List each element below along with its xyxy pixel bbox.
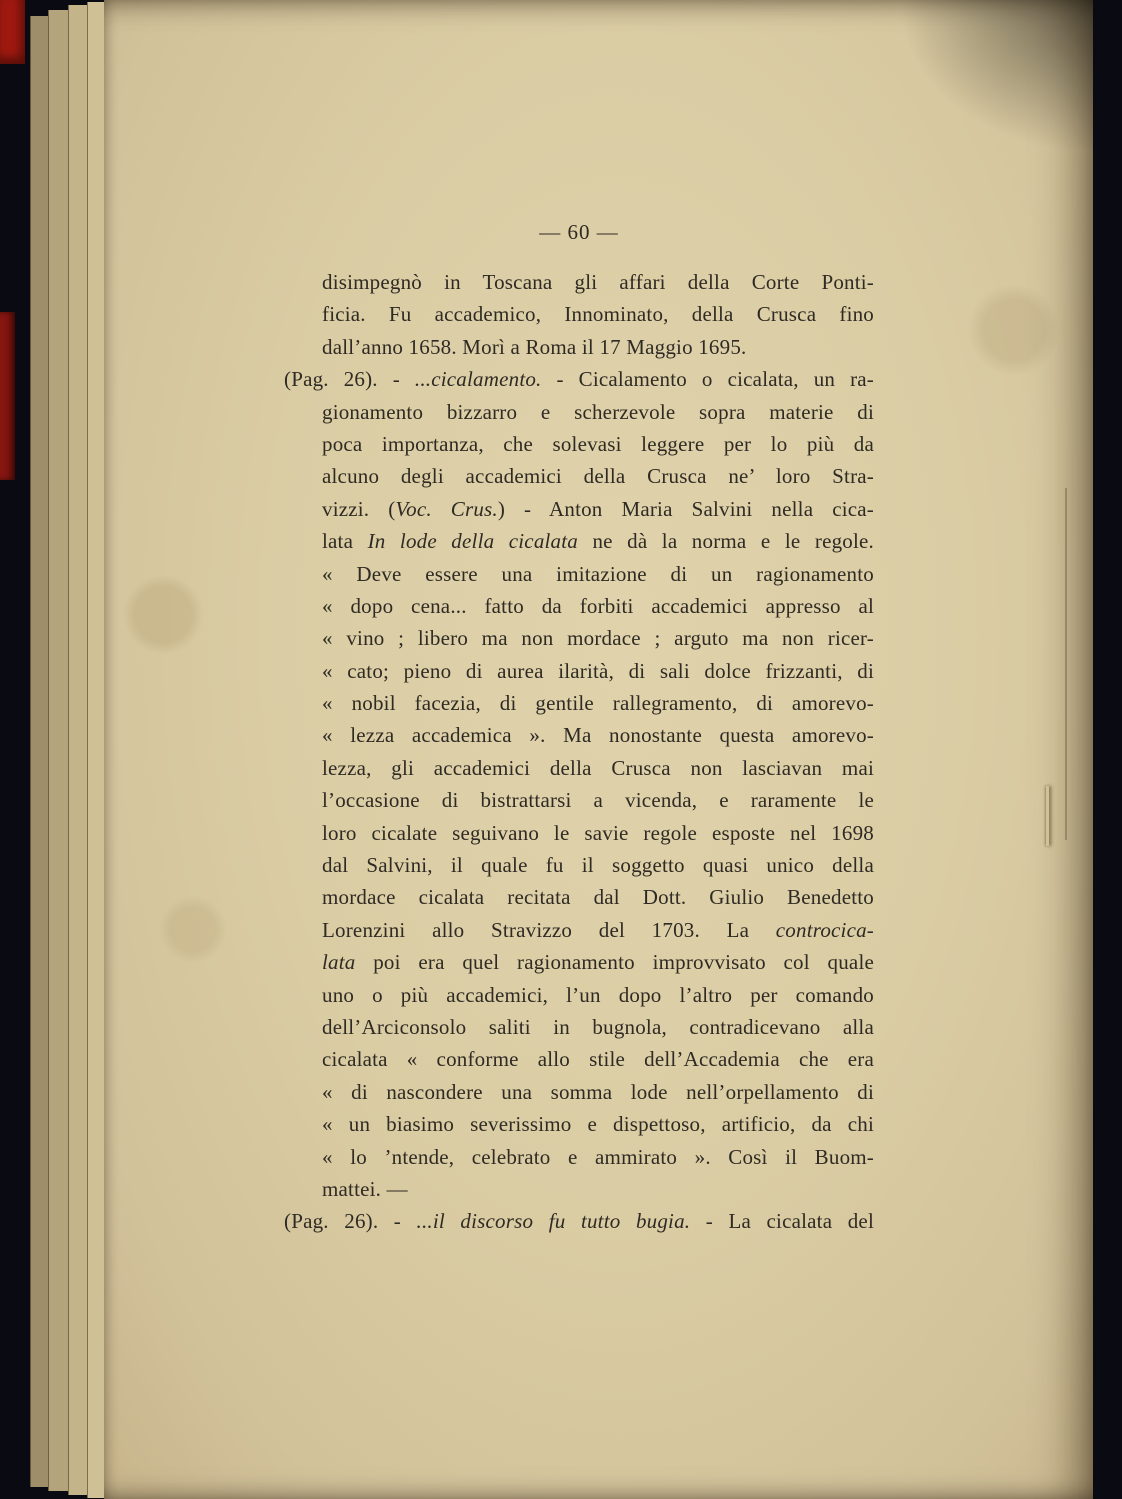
text-line	[284, 817, 874, 849]
text-segment: « dopo cena... fatto da forbiti accademici appresso al	[322, 593, 874, 618]
text-segment: « di nascondere una somma lode nell’orpellamento di	[322, 1079, 874, 1104]
text-segment: Lorenzini allo Stravizzo del 1703. La	[322, 917, 776, 942]
text-segment: poca importanza, che solevasi leggere per lo più da	[322, 431, 874, 456]
text-segment: vizzi. (	[322, 496, 396, 521]
text-segment: (Pag. 26). -	[284, 1209, 417, 1234]
text-block	[284, 266, 874, 1238]
page-edge-stack-3	[68, 5, 88, 1495]
text-segment: loro cicalate seguivano le savie regole esposte nel 1698	[322, 820, 874, 845]
text-line	[284, 558, 874, 590]
page-edge-stack-1	[30, 16, 49, 1487]
text-segment: lezza, gli accademici della Crusca non lasciavan mai	[322, 755, 874, 780]
text-line	[284, 396, 874, 428]
text-segment: ne dà la norma e le regole.	[578, 529, 874, 554]
text-segment-italic: controcica-	[775, 917, 874, 942]
text-line	[284, 881, 874, 913]
text-segment: uno o più accademici, l’un dopo l’altro per comando	[322, 982, 874, 1007]
text-line	[284, 946, 874, 978]
red-binding-fragment-top	[0, 0, 25, 64]
text-line	[284, 590, 874, 622]
page-edge-stack-2	[48, 10, 69, 1491]
text-line	[284, 525, 874, 557]
text-line	[284, 1141, 874, 1173]
text-segment-italic: ...il discorso fu tutto bugia.	[416, 1209, 691, 1234]
text-line	[284, 1205, 874, 1237]
text-line	[284, 1108, 874, 1140]
text-line	[284, 428, 874, 460]
text-segment: dall’anno 1658. Morì a Roma il 17 Maggio 1695.	[322, 334, 747, 359]
text-line	[284, 622, 874, 654]
text-segment: mattei. —	[322, 1176, 408, 1201]
text-segment: lata	[322, 529, 368, 554]
page-number: — 60 —	[539, 220, 619, 244]
text-line	[284, 752, 874, 784]
text-segment: ) - Anton Maria Salvini nella cica-	[497, 496, 874, 521]
text-line	[284, 979, 874, 1011]
red-bookmark-ribbon	[0, 312, 15, 480]
text-segment: (Pag. 26). -	[284, 367, 415, 392]
text-segment-italic: In lode della cicalata	[367, 529, 578, 554]
text-segment: poi era quel ragionamento improvvisato col quale	[355, 950, 874, 975]
text-segment: cicalata « conforme allo stile dell’Accademia che era	[322, 1047, 874, 1072]
text-segment: l’occasione di bistrattarsi a vicenda, e raramente le	[322, 788, 874, 813]
text-segment: « Deve essere una imitazione di un ragionamento	[322, 561, 874, 586]
page-crease-line	[1065, 488, 1067, 840]
text-segment: ficia. Fu accademico, Innominato, della Crusca fino	[322, 302, 874, 327]
page-corner-shadow	[903, 0, 1093, 150]
text-line	[284, 266, 874, 298]
text-line	[284, 298, 874, 330]
text-line	[284, 1076, 874, 1108]
text-line	[284, 914, 874, 946]
text-segment: alcuno degli accademici della Crusca ne’ loro Stra-	[322, 464, 874, 489]
text-segment: dell’Arciconsolo saliti in bugnola, contradicevano alla	[322, 1014, 874, 1039]
text-segment-italic: lata	[322, 950, 356, 975]
text-segment: mordace cicalata recitata dal Dott. Giulio Benedetto	[322, 885, 874, 910]
text-line	[284, 849, 874, 881]
book-page	[104, 0, 1093, 1499]
text-line	[284, 493, 874, 525]
text-line	[284, 1043, 874, 1075]
text-line	[284, 331, 874, 363]
text-segment: disimpegnò in Toscana gli affari della Corte Ponti-	[322, 270, 874, 294]
text-segment: - La cicalata del	[690, 1209, 874, 1234]
text-line	[284, 719, 874, 751]
text-segment: « vino ; libero ma non mordace ; arguto ma non ricer-	[322, 626, 874, 651]
binding-thread-mark	[1046, 786, 1049, 846]
text-line	[284, 784, 874, 816]
text-segment: gionamento bizzarro e scherzevole sopra materie di	[322, 399, 874, 424]
text-segment-italic: ...cicalamento.	[414, 367, 542, 392]
text-segment: « lezza accademica ». Ma nonostante questa amorevo-	[322, 723, 874, 748]
text-line	[284, 460, 874, 492]
text-segment: « un biasimo severissimo e dispettoso, artificio, da chi	[322, 1112, 874, 1137]
text-line	[284, 363, 874, 395]
text-segment-italic: Voc. Crus.	[395, 496, 498, 521]
text-segment: « cato; pieno di aurea ilarità, di sali dolce frizzanti, di	[322, 658, 874, 683]
text-line	[284, 687, 874, 719]
text-segment: dal Salvini, il quale fu il soggetto quasi unico della	[322, 853, 874, 878]
text-segment: - Cicalamento o cicalata, un ra-	[541, 367, 874, 392]
text-segment: « nobil facezia, di gentile rallegramento, di amorevo-	[322, 691, 874, 716]
text-line	[284, 655, 874, 687]
text-line	[284, 1011, 874, 1043]
text-line	[284, 1173, 874, 1205]
text-segment: « lo ’ntende, celebrato e ammirato ». Così il Buom-	[322, 1144, 874, 1169]
